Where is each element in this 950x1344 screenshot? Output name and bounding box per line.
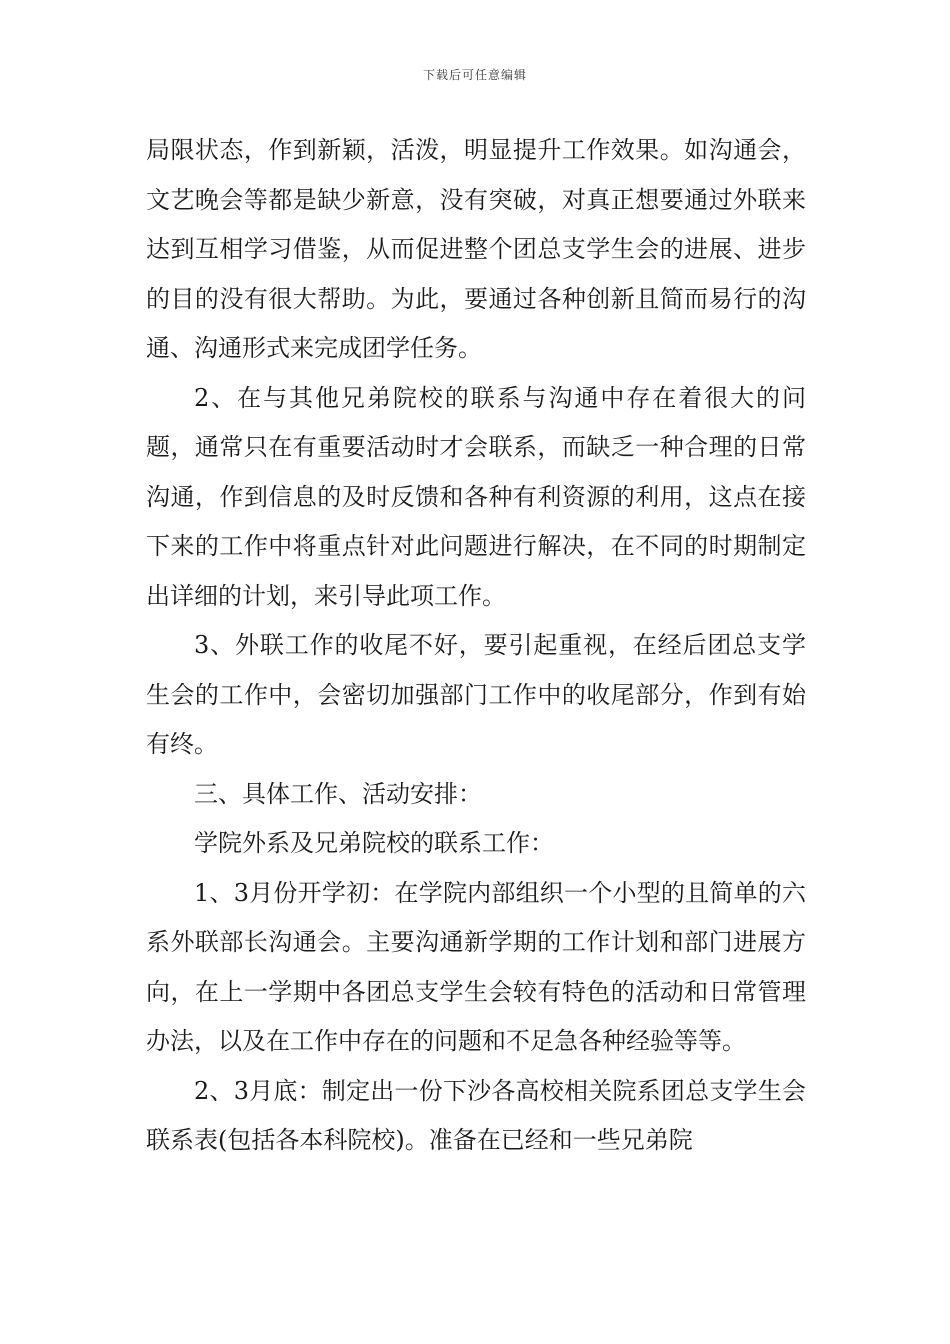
paragraph-continuation: 局限状态，作到新颖，活泼，明显提升工作效果。如沟通会，文艺晚会等都是缺少新意，没有突破，对真正想要通过外联来达到互相学习借鉴，从而促进整个团总支学生会的进展、进步的目的没有很大帮助。为此，要通过各种创新且简而易行的沟通、沟通形式来完成团学任务。 <box>146 136 806 362</box>
section-heading-3: 三、具体工作、活动安排： <box>194 779 482 808</box>
subsection-heading: 学院外系及兄弟院校的联系工作： <box>194 829 554 857</box>
paragraph-item-3: 3、外联工作的收尾不好，要引起重视，在经后团总支学生会的工作中，会密切加强部门工作中的收尾部分，作到有始有终。 <box>146 631 806 758</box>
document-body <box>146 126 806 1166</box>
paragraph-plan-item-2: 2、3月底：制定出一份下沙各高校相关院系团总支学生会联系表(包括各本科院校)。准备在已经和一些兄弟院 <box>146 1076 806 1154</box>
paragraph-item-2: 2、在与其他兄弟院校的联系与沟通中存在着很大的问题，通常只在有重要活动时才会联系，而缺乏一种合理的日常沟通，作到信息的及时反馈和各种有利资源的利用，这点在接下来的工作中将重点针对此问题进行解决，在不同的时期制定出详细的计划，来引导此项工作。 <box>146 383 806 610</box>
page-header-note: 下载后可任意编辑 <box>422 68 527 82</box>
paragraph-plan-item-1: 1、3月份开学初：在学院内部组织一个小型的且简单的六系外联部长沟通会。主要沟通新学期的工作计划和部门进展方向，在上一学期中各团总支学生会较有特色的活动和日常管理办法，以及在工作中存在的问题和不足急各种经验等等。 <box>146 878 806 1055</box>
